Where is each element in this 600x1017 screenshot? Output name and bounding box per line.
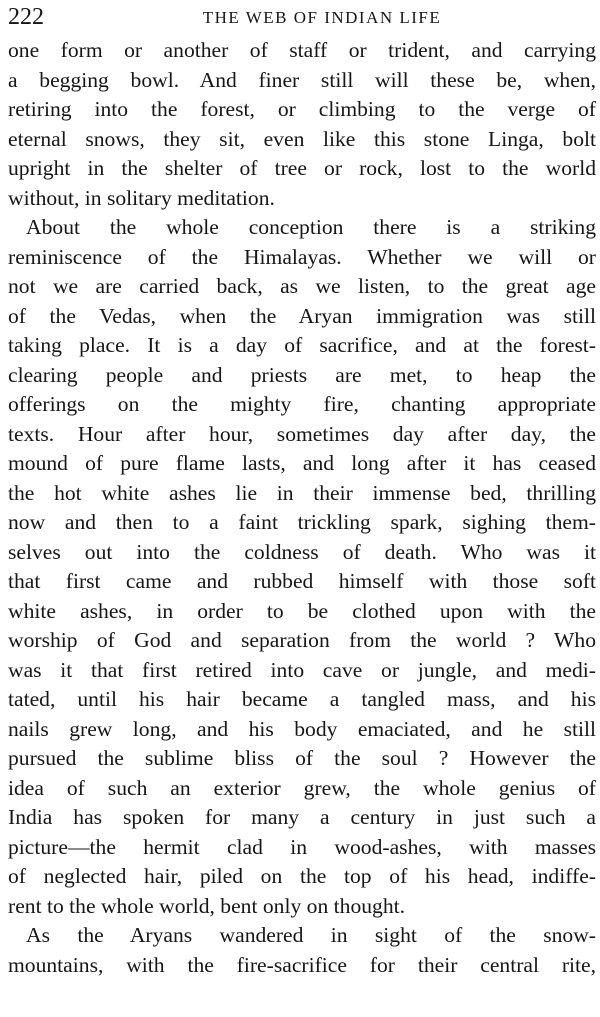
text-line: texts. Hour after hour, sometimes day after day, the [8, 421, 596, 446]
running-head [8, 2, 596, 36]
text-line: reminiscence of the Himalayas. Whether we will or [8, 244, 596, 269]
text-line: About the whole conception there is a striking [26, 215, 596, 239]
text-line: a begging bowl. And finer still will these be, when, [8, 67, 596, 92]
text-line: rent to the whole world, bent only on thought. [8, 893, 406, 918]
text-line: offerings on the mighty fire, chanting appropriate [8, 392, 596, 416]
text-line: taking place. It is a day of sacrifice, and at the forest- [8, 333, 596, 357]
text-line: India has spoken for many a century in just such a [8, 805, 596, 829]
body-text [8, 36, 596, 980]
text-line: upright in the shelter of tree or rock, lost to the world [8, 156, 596, 180]
text-line: without, in solitary meditation. [8, 185, 275, 210]
text-line: mound of pure flame lasts, and long after it has ceased [8, 451, 596, 475]
text-line: now and then to a faint trickling spark, sighing them- [8, 510, 596, 534]
book-page [8, 2, 596, 980]
text-line: retiring into the forest, or climbing to the verge of [8, 97, 596, 121]
text-line: clearing people and priests are met, to heap the [8, 362, 596, 387]
text-line: pursued the sublime bliss of the soul ? However the [8, 746, 596, 770]
text-line: picture—the hermit clad in wood-ashes, with masses [8, 834, 596, 859]
text-line: of neglected hair, piled on the top of his head, indiffe- [8, 864, 596, 888]
text-line: that first came and rubbed himself with those soft [8, 569, 596, 593]
text-line: tated, until his hair became a tangled mass, and his [8, 687, 596, 711]
page-number: 222 [8, 4, 44, 30]
text-line: one form or another of staff or trident, and carrying [8, 38, 596, 62]
text-line: mountains, with the fire-sacrifice for their central rite, [8, 952, 596, 977]
text-line: nails grew long, and his body emaciated, and he still [8, 716, 596, 741]
text-line: idea of such an exterior grew, the whole genius of [8, 775, 596, 800]
text-line: eternal snows, they sit, even like this stone Linga, bolt [8, 126, 596, 151]
text-line: not we are carried back, as we listen, to the great age [8, 274, 596, 298]
text-line: As the Aryans wandered in sight of the snow- [26, 923, 596, 947]
text-line: white ashes, in order to be clothed upon with the [8, 598, 596, 623]
text-line: selves out into the coldness of death. Who was it [8, 539, 596, 564]
text-line: worship of God and separation from the world ? Who [8, 628, 596, 652]
text-line: the hot white ashes lie in their immense bed, thrilling [8, 480, 596, 505]
text-line: was it that first retired into cave or jungle, and medi- [8, 657, 596, 682]
running-title: THE WEB OF INDIAN LIFE [202, 8, 442, 27]
text-line: of the Vedas, when the Aryan immigration was still [8, 303, 596, 328]
